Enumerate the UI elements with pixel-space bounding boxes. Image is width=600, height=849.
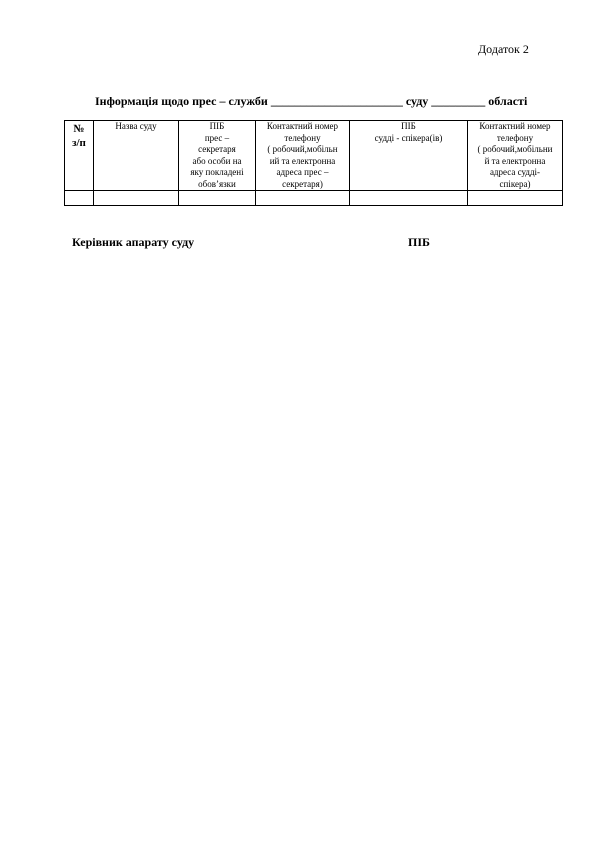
title-blank-court: ______________________ [270, 94, 403, 108]
header-press-secretary-contacts: Контактний номер телефону ( робочий,мобільн ий та електронна адреса прес – секретаря) [256, 121, 350, 191]
document-title [95, 94, 527, 109]
table-cell [179, 191, 256, 206]
title-region-word: області [488, 94, 528, 108]
table-row [65, 191, 563, 206]
header-judge-speaker-contacts: Контактний номер телефону ( робочий,мобільни й та електронна адреса судді- спікера) [468, 121, 563, 191]
table-cell [94, 191, 179, 206]
title-court-word: суду [405, 94, 429, 108]
table-cell [350, 191, 468, 206]
header-press-secretary-name: ПІБ прес – секретаря або особи на яку покладені обов’язки [179, 121, 256, 191]
table-cell [468, 191, 563, 206]
footer-head-of-staff: Керівник апарату суду [72, 235, 195, 249]
title-blank-region: _________ [431, 94, 486, 108]
appendix-label: Додаток 2 [478, 42, 529, 56]
footer-name-placeholder: ПІБ [408, 235, 430, 249]
table-cell [256, 191, 350, 206]
header-court-name: Назва суду [94, 121, 179, 191]
info-table [64, 120, 563, 206]
table-cell [65, 191, 94, 206]
title-prefix: Інформація щодо прес – служби [95, 94, 268, 108]
header-judge-speaker-name: ПІБ судді - спікера(ів) [350, 121, 468, 191]
table-header-row [65, 121, 563, 191]
header-number: № з/п [65, 121, 94, 191]
